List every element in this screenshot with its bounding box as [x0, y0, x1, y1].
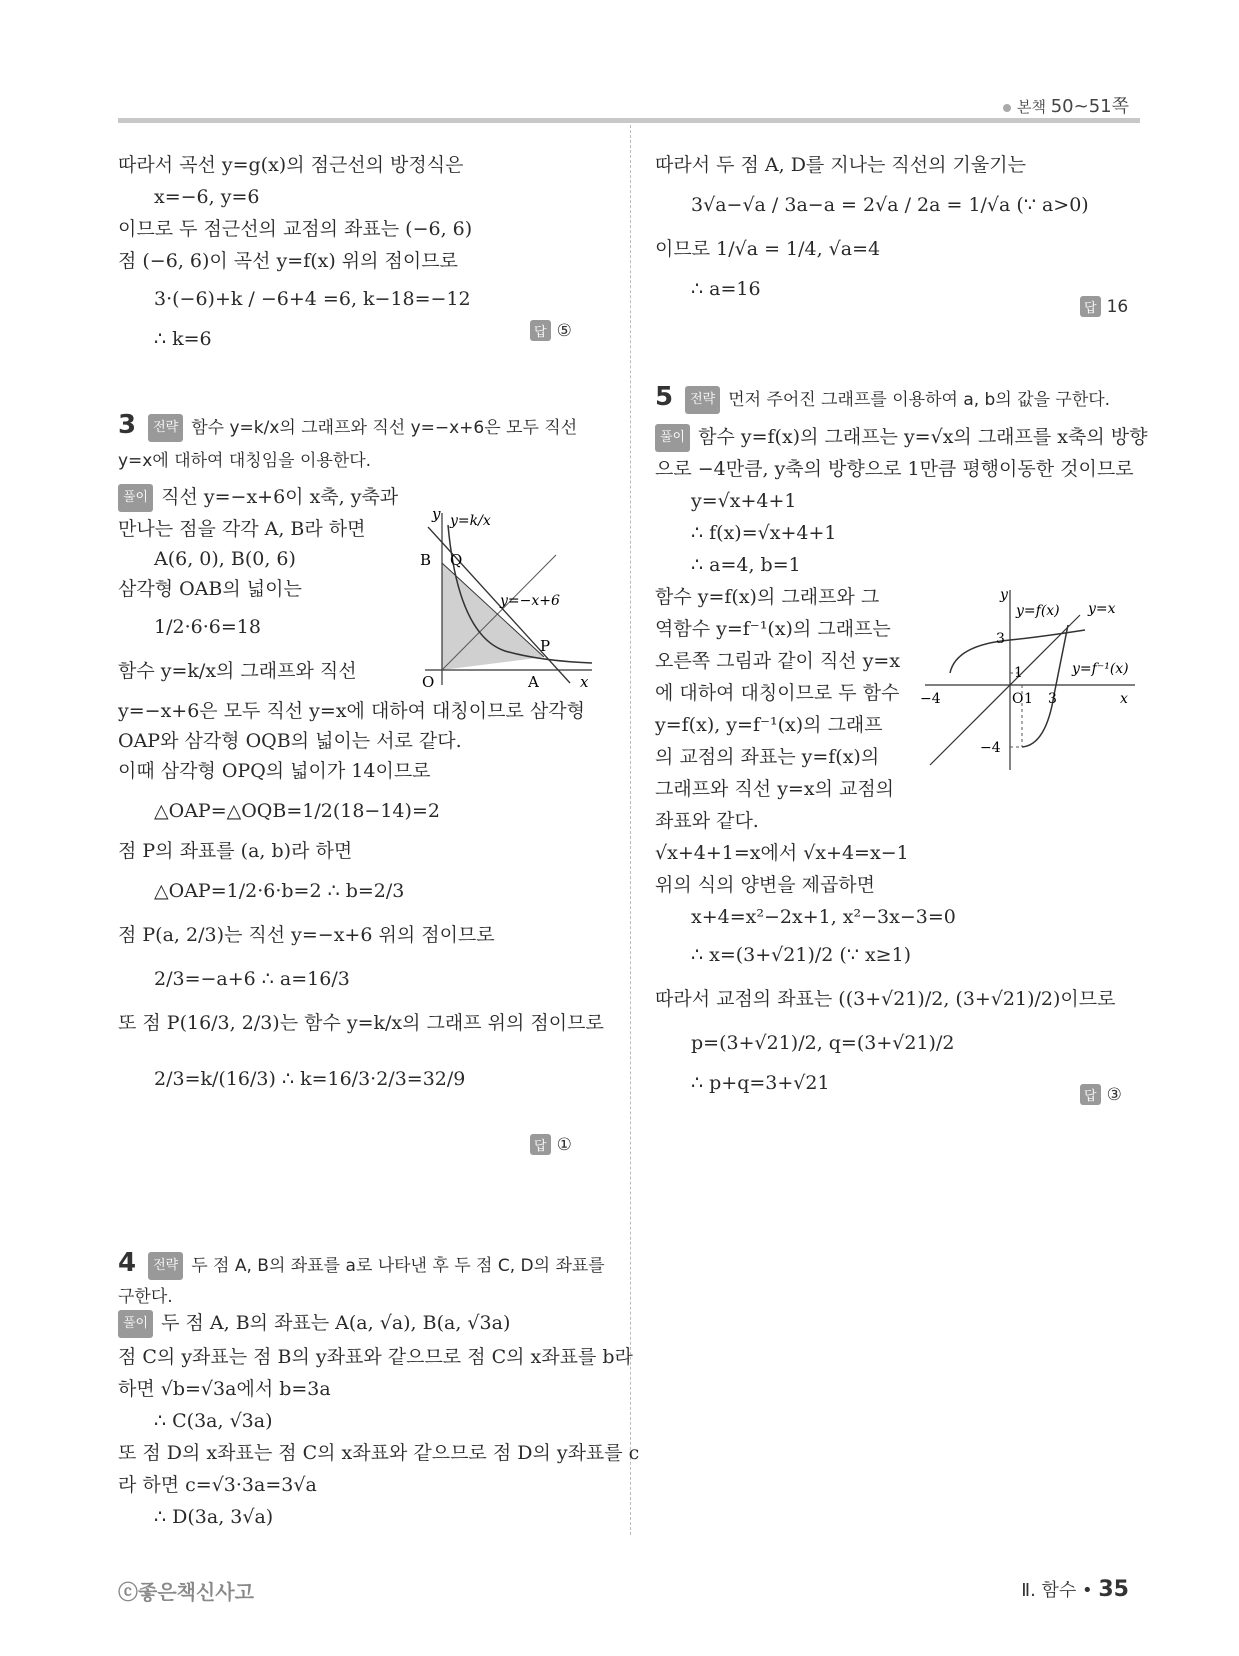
answer-box: 답 ⑤ [530, 320, 572, 341]
y-label: y [1000, 587, 1008, 603]
question-5: 5 전략 먼저 주어진 그래프를 이용하여 a, b의 값을 구한다. [655, 382, 1111, 412]
f-inverse-label: y=f⁻¹(x) [1072, 661, 1129, 677]
x-label: x [580, 673, 589, 690]
tick-y-neg4: −4 [980, 740, 1001, 756]
page-number: 35 [1098, 1577, 1129, 1602]
question-number: 5 [655, 382, 674, 412]
point-P-label: P [540, 637, 551, 655]
bullet-icon [1003, 104, 1011, 112]
tick-x-3: 3 [1048, 691, 1057, 707]
question-number: 4 [118, 1248, 137, 1278]
tick-x-1: 1 [1024, 691, 1033, 707]
header-rule [118, 118, 1140, 123]
solution-tag: 풀이 [118, 1310, 153, 1338]
tick-y-3: 3 [996, 631, 1005, 647]
line-y-eq-x [930, 615, 1080, 765]
point-Q-label: Q [450, 551, 463, 569]
point-B-label: B [420, 551, 432, 569]
q5-solution: 풀이 함수 y=f(x)의 그래프는 y=√x의 그래프를 x축의 방향 으로 −4만큼, y축의 방향으로 1만큼 평행이동한 것이므로 y=√x+4+1 ∴ f(x)=√x+4+1 ∴ a=4, b=1 함수 y=f(x)의 그래프와 그 역함수 y=f⁻¹(x)의 그래프는 오른쪽 그림과 같이 직선 y=x 에 대하여 대칭이므로 두 함수 y=f(x), y=f⁻¹(x)의 그래프 의 교점의 좌표는 y=f(x)의 그래프와 직선 y=x의 교점의 좌표와 같다. √x+4+1=x에서 √x+4=x−1 위의 식의 양변을 제곱하면 x+4=x²−2x+1, x²−3x−3=0 ∴ x=(3+√21)/2 (∵ x≥1) 따라서 교점의 좌표는 ((3+√21)/2, (3+√21)/2)이므로 p=(3+√21)/2, q=(3+√21)/2 ∴ p+q=3+√21 [655, 426, 1148, 1094]
line-label: y=−x+6 [500, 593, 560, 609]
solution-tag: 풀이 [655, 424, 690, 452]
q5-graph [920, 585, 1140, 775]
y-label: y [432, 505, 441, 523]
q3-solution: 풀이 직선 y=−x+6이 x축, y축과 만나는 점을 각각 A, B라 하면 A(6, 0), B(0, 6) 삼각형 OAB의 넓이는 1/2·6·6=18 함수 y=k/x의 그래프와 직선 y=−x+6은 모두 직선 y=x에 대하여 대칭이므로 삼각형 OAP와 삼각형 OQB의 넓이는 서로 같다. 이때 삼각형 OPQ의 넓이가 14이므로 △OAP=△OQB=1/2(18−14)=2 점 P의 좌표를 (a, b)라 하면 △OAP=1/2·6·b=2 ∴ b=2/3 점 P(a, 2/3)는 직선 y=−x+6 위의 점이므로 2/3=−a+6 ∴ a=16/3 또 점 P(16/3, 2/3)는 함수 y=k/x의 그래프 위의 점이므로 2/3=k/(16/3) ∴ k=16/3·2/3=32/9 [118, 486, 604, 1090]
f-label: y=f(x) [1016, 603, 1060, 619]
point-A-label: A [528, 673, 539, 690]
strategy-tag: 전략 [148, 1252, 183, 1280]
answer-box: 답 ① [530, 1134, 572, 1155]
page-reference: 본책 50~51쪽 [1003, 92, 1129, 118]
q4-solution: 풀이 두 점 A, B의 좌표는 A(a, √a), B(a, √3a) 점 C의 y좌표는 점 B의 y좌표와 같으므로 점 C의 x좌표를 b라 하면 √b=√3a에서 b=3a ∴ C(3a, √3a) 또 점 D의 x좌표는 점 C의 x좌표와 같으므로 점 D의 y좌표를 c 라 하면 c=√3·3a=3√a ∴ D(3a, 3√a) [118, 1312, 640, 1528]
q3-graph [420, 505, 600, 690]
right-top-solution: 따라서 두 점 A, D를 지나는 직선의 기울기는 3√a−√a / 3a−a = 2√a / 2a = 1/√a (∵ a>0) 이므로 1/√a = 1/4, √a=4 ∴ a=16 [655, 154, 1089, 300]
x-label: x [1120, 691, 1128, 707]
question-3: 3 전략 함수 y=k/x의 그래프와 직선 y=−x+6은 모두 직선 y=x에 대하여 대칭임을 이용한다. [118, 410, 578, 471]
publisher-logo: ⓒ좋은책신사고 [118, 1580, 254, 1604]
tick-y-1: 1 [1014, 665, 1023, 681]
footer-chapter: Ⅱ. 함수 • 35 [1021, 1577, 1129, 1602]
tick-x-neg4: −4 [920, 691, 941, 707]
line-label: y=x [1088, 601, 1116, 617]
question-4: 4 전략 두 점 A, B의 좌표를 a로 나타낸 후 두 점 C, D의 좌표를 구한다. [118, 1248, 605, 1307]
curve-f-inverse [1022, 625, 1068, 747]
strategy-tag: 전략 [685, 386, 720, 414]
question-number: 3 [118, 410, 137, 440]
answer-box: 답 ③ [1080, 1084, 1122, 1105]
solution-tag: 풀이 [118, 484, 153, 512]
origin-label: O [1012, 691, 1024, 707]
page-range: 50~51쪽 [1050, 96, 1129, 117]
origin-label: O [422, 673, 435, 690]
strategy-tag: 전략 [148, 414, 183, 442]
left-top-solution: 따라서 곡선 y=g(x)의 점근선의 방정식은 x=−6, y=6 이므로 두 점근선의 교점의 좌표는 (−6, 6) 점 (−6, 6)이 곡선 y=f(x) 위의 점이므로 3·(−6)+k / −6+4 =6, k−18=−12 ∴ k=6 [118, 154, 473, 350]
curve-label: y=k/x [450, 513, 491, 529]
answer-box: 답 16 [1080, 296, 1128, 317]
